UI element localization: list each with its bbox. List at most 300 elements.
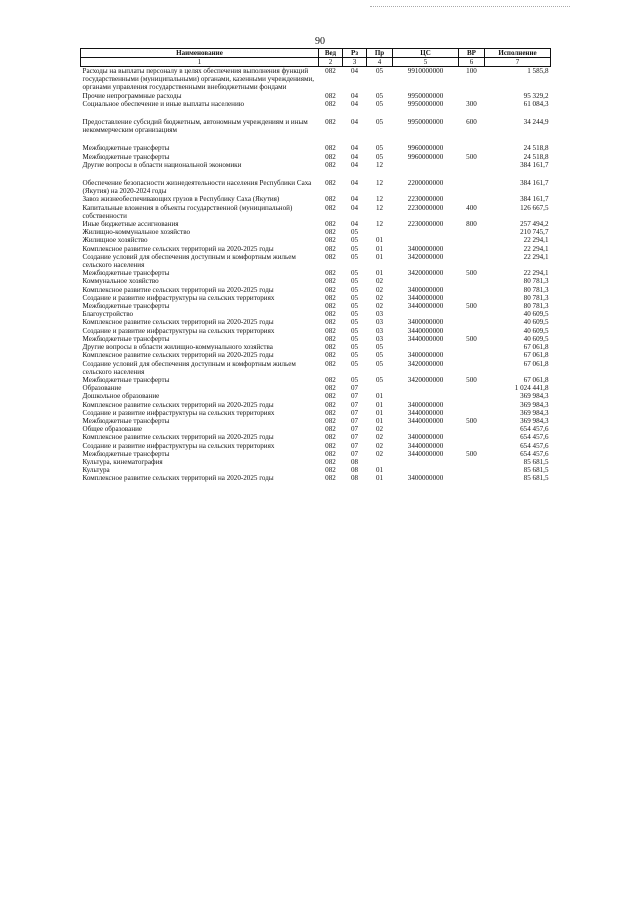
row-ved: 082: [325, 310, 336, 319]
row-vr: 500: [466, 334, 477, 343]
row-name: Жилищно-коммунальное хозяйство: [82, 228, 191, 237]
row-vr: [459, 392, 485, 400]
row-spacer-cell: [81, 108, 551, 118]
row-pr: 02: [375, 277, 384, 286]
header-rz: Рз: [343, 49, 367, 58]
row-name: Создание и развитие инфраструктуры на сельских территориях: [82, 408, 275, 417]
row-vr: [459, 425, 485, 433]
row-value: 210 745,7: [520, 228, 549, 237]
row-name: Другие вопросы в области жилищно-коммунального хозяйства: [82, 343, 273, 352]
table-row: [81, 294, 551, 302]
row-value: 384 161,7: [520, 179, 549, 188]
row-name: Межбюджетные трансферты: [82, 334, 170, 343]
row-ved: 082: [325, 269, 336, 278]
row-rz: 04: [350, 152, 359, 161]
row-ved: 082: [325, 351, 336, 360]
row-name: Создание и развитие инфраструктуры на сельских территориях: [82, 326, 275, 335]
row-cs: 9960000000: [407, 152, 444, 161]
row-cs: 9960000000: [407, 144, 444, 153]
row-pr: 01: [375, 408, 384, 417]
row-cs: 3420000000: [407, 252, 444, 261]
row-name: Межбюджетные трансферты: [82, 269, 170, 278]
row-value: 80 781,3: [523, 277, 549, 286]
row-value: 40 609,5: [523, 318, 549, 327]
header-row-numbers: [81, 58, 551, 67]
row-name: Капитальные вложения в объекты государственной (муниципальной) собственности: [82, 203, 293, 220]
row-cs: 3440000000: [407, 334, 444, 343]
row-ved: 082: [325, 400, 336, 409]
row-name: Комплексное развитие сельских территорий на 2020-2025 годы: [82, 351, 274, 360]
row-rz: 04: [350, 203, 359, 212]
table-row: [81, 442, 551, 450]
row-rz: 05: [350, 351, 359, 360]
row-pr: 12: [375, 160, 384, 169]
table-row: [81, 417, 551, 425]
row-spacer-cell: [81, 169, 551, 179]
row-rz: 05: [350, 334, 359, 343]
row-cs: 3440000000: [407, 293, 444, 302]
row-ved: 082: [325, 152, 336, 161]
table-row: [81, 302, 551, 310]
header-num-2: 2: [319, 58, 343, 67]
row-vr: [459, 458, 485, 466]
row-pr: 03: [375, 326, 384, 335]
header-num-1: 1: [81, 58, 319, 67]
table-row: [81, 92, 551, 100]
row-cs: [393, 458, 459, 466]
row-vr: [459, 466, 485, 474]
row-pr: 05: [375, 359, 384, 368]
table-row: [81, 236, 551, 244]
row-value: 384 161,7: [520, 160, 549, 169]
row-vr: 600: [466, 118, 477, 127]
row-rz: 07: [350, 441, 359, 450]
row-rz: 05: [350, 277, 359, 286]
row-cs: 2230000000: [407, 203, 444, 212]
row-ved: 082: [325, 326, 336, 335]
row-cs: 3400000000: [407, 400, 444, 409]
row-value: 22 294,1: [523, 269, 549, 278]
row-pr: 01: [375, 400, 384, 409]
row-ved: 082: [325, 466, 336, 475]
row-rz: 04: [350, 144, 359, 153]
row-name: Прочие непрограммные расходы: [82, 91, 182, 100]
row-pr: 05: [375, 375, 384, 384]
row-cs: 9950000000: [407, 118, 444, 127]
row-rz: 05: [350, 359, 359, 368]
table-row: [81, 179, 551, 195]
row-cs: [393, 236, 459, 244]
row-rz: 04: [350, 91, 359, 100]
row-value: 85 681,5: [523, 474, 549, 483]
table-row: [81, 100, 551, 108]
row-value: 654 457,6: [520, 449, 549, 458]
row-pr: 05: [375, 152, 384, 161]
header-cs: ЦС: [393, 49, 459, 58]
row-value: 22 294,1: [523, 252, 549, 261]
row-vr: 500: [466, 449, 477, 458]
row-pr: 01: [375, 416, 384, 425]
row-rz: 05: [350, 228, 359, 237]
row-vr: [459, 409, 485, 417]
header-value: Исполнение: [485, 49, 551, 58]
row-value: 80 781,3: [523, 302, 549, 311]
row-value: 95 329,2: [523, 91, 549, 100]
row-value: 384 161,7: [520, 195, 549, 204]
row-name: Создание условий для обеспечения доступным и комфортным жильем сельского населения: [82, 252, 296, 270]
row-vr: 500: [466, 269, 477, 278]
row-value: 67 061,8: [523, 359, 549, 368]
row-rz: 04: [350, 99, 359, 108]
row-pr: 01: [375, 244, 384, 253]
row-ved: 082: [325, 474, 336, 483]
row-name: Общее образование: [82, 425, 143, 434]
row-value: 85 681,5: [523, 466, 549, 475]
row-pr: 02: [375, 302, 384, 311]
row-cs: [393, 392, 459, 400]
row-ved: 082: [325, 392, 336, 401]
table-body: [81, 67, 551, 483]
row-rz: 07: [350, 400, 359, 409]
row-pr: 02: [375, 285, 384, 294]
row-pr: [367, 458, 393, 466]
row-rz: 07: [350, 416, 359, 425]
row-value: 40 609,5: [523, 334, 549, 343]
row-vr: [459, 318, 485, 326]
table-row: [81, 343, 551, 351]
row-ved: 082: [325, 408, 336, 417]
row-vr: 100: [466, 67, 477, 75]
row-rz: 05: [350, 310, 359, 319]
row-ved: 082: [325, 441, 336, 450]
row-name: Культура, кинематография: [82, 457, 163, 466]
table-row: [81, 458, 551, 466]
row-value: 1 585,8: [527, 67, 549, 75]
row-value: 80 781,3: [523, 285, 549, 294]
row-ved: 082: [325, 375, 336, 384]
row-name: Комплексное развитие сельских территорий на 2020-2025 годы: [82, 400, 274, 409]
row-rz: 05: [350, 343, 359, 352]
row-rz: 08: [350, 474, 359, 483]
row-pr: 05: [375, 118, 384, 127]
row-name: Создание условий для обеспечения доступным и комфортным жильем сельского населения: [82, 359, 296, 376]
row-pr: [367, 228, 393, 236]
row-vr: [459, 286, 485, 294]
row-rz: 07: [350, 433, 359, 442]
row-vr: [459, 401, 485, 409]
row-pr: 03: [375, 334, 384, 343]
row-vr: [459, 433, 485, 441]
row-cs: 3400000000: [407, 244, 444, 253]
table-row: [81, 474, 551, 482]
row-cs: 3400000000: [407, 285, 444, 294]
row-rz: 05: [350, 269, 359, 278]
row-value: 24 518,8: [523, 152, 549, 161]
row-rz: 05: [350, 318, 359, 327]
row-value: 67 061,8: [523, 375, 549, 384]
table-row: [81, 161, 551, 169]
row-value: 1 024 441,8: [514, 384, 549, 393]
row-pr: 05: [375, 351, 384, 360]
table-row: [81, 425, 551, 433]
row-vr: 500: [466, 416, 477, 425]
row-rz: 05: [350, 302, 359, 311]
row-ved: 082: [325, 293, 336, 302]
table-row: [81, 220, 551, 228]
row-vr: [459, 327, 485, 335]
row-vr: [459, 310, 485, 318]
row-name: Межбюджетные трансферты: [82, 144, 170, 153]
row-cs: [393, 384, 459, 392]
table-row: [81, 310, 551, 318]
table-row: [81, 318, 551, 326]
row-spacer: [81, 134, 551, 144]
row-rz: 05: [350, 236, 359, 245]
row-value: 654 457,6: [520, 441, 549, 450]
row-name: Комплексное развитие сельских территорий на 2020-2025 годы: [82, 433, 274, 442]
row-ved: 082: [325, 334, 336, 343]
row-value: 24 518,8: [523, 144, 549, 153]
row-pr: 12: [375, 220, 384, 229]
row-ved: 082: [325, 228, 336, 237]
row-cs: 3400000000: [407, 474, 444, 483]
table-row: [81, 351, 551, 359]
row-pr: 12: [375, 179, 384, 188]
row-ved: 082: [325, 449, 336, 458]
row-vr: 300: [466, 99, 477, 108]
row-rz: 05: [350, 252, 359, 261]
row-name: Другие вопросы в области национальной экономики: [82, 160, 242, 169]
row-pr: 02: [375, 433, 384, 442]
row-pr: 12: [375, 203, 384, 212]
row-value: 369 984,3: [520, 408, 549, 417]
table-header: [81, 49, 551, 67]
row-cs: 3420000000: [407, 359, 444, 368]
row-rz: 04: [350, 195, 359, 204]
row-ved: 082: [325, 67, 336, 75]
header-num-7: 7: [485, 58, 551, 67]
header-vr: ВР: [459, 49, 485, 58]
table-row: [81, 286, 551, 294]
row-cs: [393, 161, 459, 169]
row-cs: [393, 425, 459, 433]
header-ved: Вед: [319, 49, 343, 58]
row-ved: 082: [325, 99, 336, 108]
row-name: Образование: [82, 384, 122, 393]
row-cs: 3400000000: [407, 318, 444, 327]
row-ved: 082: [325, 203, 336, 212]
row-cs: [393, 277, 459, 285]
row-cs: 3440000000: [407, 449, 444, 458]
row-pr: [367, 384, 393, 392]
row-ved: 082: [325, 144, 336, 153]
row-vr: [459, 144, 485, 152]
row-ved: 082: [325, 416, 336, 425]
row-vr: 800: [466, 220, 477, 229]
row-ved: 082: [325, 195, 336, 204]
row-ved: 082: [325, 318, 336, 327]
table-row: [81, 450, 551, 458]
row-pr: 03: [375, 310, 384, 319]
row-pr: 01: [375, 392, 384, 401]
row-cs: 3440000000: [407, 302, 444, 311]
row-name: Межбюджетные трансферты: [82, 416, 170, 425]
row-vr: [459, 245, 485, 253]
row-pr: 05: [375, 144, 384, 153]
table-row: [81, 409, 551, 417]
row-value: 257 494,2: [520, 220, 549, 229]
budget-table: [80, 48, 551, 483]
row-ved: 082: [325, 302, 336, 311]
page-number: 90: [315, 36, 325, 47]
row-vr: [459, 442, 485, 450]
row-pr: 02: [375, 449, 384, 458]
row-value: 22 294,1: [523, 244, 549, 253]
row-value: 40 609,5: [523, 326, 549, 335]
row-value: 369 984,3: [520, 392, 549, 401]
row-vr: 500: [466, 302, 477, 311]
row-cs: 3440000000: [407, 408, 444, 417]
row-vr: [459, 253, 485, 269]
row-cs: 9950000000: [407, 99, 444, 108]
row-ved: 082: [325, 359, 336, 368]
row-value: 654 457,6: [520, 433, 549, 442]
table-row: [81, 195, 551, 203]
row-name: Дошкольное образование: [82, 392, 160, 401]
row-name: Благоустройство: [82, 310, 134, 319]
row-rz: 04: [350, 220, 359, 229]
row-name: Межбюджетные трансферты: [82, 302, 170, 311]
row-name: Комплексное развитие сельских территорий на 2020-2025 годы: [82, 474, 274, 483]
row-pr: 01: [375, 474, 384, 483]
row-name: Обеспечение безопасности жизнедеятельности населения Республики Саха (Якутия) на 2020-2024 годы: [82, 179, 312, 196]
row-value: 369 984,3: [520, 416, 549, 425]
row-pr: 02: [375, 293, 384, 302]
table-row: [81, 277, 551, 285]
row-ved: 082: [325, 160, 336, 169]
row-pr: 02: [375, 425, 384, 434]
row-value: 40 609,5: [523, 310, 549, 319]
row-ved: 082: [325, 425, 336, 434]
row-name: Жилищное хозяйство: [82, 236, 148, 245]
row-rz: 04: [350, 67, 359, 75]
table-row: [81, 466, 551, 474]
row-value: 80 781,3: [523, 293, 549, 302]
row-value: 654 457,6: [520, 425, 549, 434]
row-spacer: [81, 169, 551, 179]
row-cs: 9950000000: [407, 91, 444, 100]
table-row: [81, 384, 551, 392]
row-cs: [393, 466, 459, 474]
row-ved: 082: [325, 236, 336, 245]
row-vr: [459, 92, 485, 100]
row-rz: 08: [350, 466, 359, 475]
row-ved: 082: [325, 343, 336, 352]
table-row: [81, 376, 551, 384]
header-num-5: 5: [393, 58, 459, 67]
row-rz: 05: [350, 285, 359, 294]
row-value: 369 984,3: [520, 400, 549, 409]
row-ved: 082: [325, 220, 336, 229]
row-vr: [459, 343, 485, 351]
header-row-names: [81, 49, 551, 58]
table-row: [81, 118, 551, 134]
table-row: [81, 269, 551, 277]
row-pr: 01: [375, 236, 384, 245]
row-cs: 3400000000: [407, 351, 444, 360]
header-num-6: 6: [459, 58, 485, 67]
row-pr: 05: [375, 99, 384, 108]
row-rz: 05: [350, 375, 359, 384]
row-cs: [393, 343, 459, 351]
table-row: [81, 433, 551, 441]
row-value: 126 667,5: [520, 203, 549, 212]
row-ved: 082: [325, 244, 336, 253]
header-pr: Пр: [367, 49, 393, 58]
row-vr: [459, 474, 485, 482]
table-row: [81, 401, 551, 409]
table-row: [81, 245, 551, 253]
row-rz: 04: [350, 160, 359, 169]
row-pr: 01: [375, 269, 384, 278]
table-row: [81, 335, 551, 343]
row-name: Завоз жизнеобеспечивающих грузов в Республику Саха (Якутия): [82, 195, 280, 204]
row-ved: 082: [325, 118, 336, 127]
row-rz: 04: [350, 118, 359, 127]
row-cs: [393, 310, 459, 318]
row-vr: 400: [466, 203, 477, 212]
row-rz: 05: [350, 244, 359, 253]
row-pr: 12: [375, 195, 384, 204]
row-rz: 04: [350, 179, 359, 188]
row-ved: 082: [325, 433, 336, 442]
row-pr: 05: [375, 343, 384, 352]
row-spacer-cell: [81, 134, 551, 144]
table-row: [81, 153, 551, 161]
row-ved: 082: [325, 179, 336, 188]
header-num-3: 3: [343, 58, 367, 67]
row-ved: 082: [325, 285, 336, 294]
row-cs: 3440000000: [407, 326, 444, 335]
row-name: Социальное обеспечение и иные выплаты населению: [82, 99, 245, 108]
row-cs: [393, 228, 459, 236]
row-vr: [459, 360, 485, 376]
row-name: Межбюджетные трансферты: [82, 449, 170, 458]
row-value: 67 061,8: [523, 343, 549, 352]
row-cs: 9910000000: [407, 67, 444, 75]
row-name: Коммунальное хозяйство: [82, 277, 159, 286]
table-row: [81, 228, 551, 236]
row-cs: 3420000000: [407, 269, 444, 278]
row-value: 85 681,5: [523, 457, 549, 466]
row-rz: 05: [350, 326, 359, 335]
row-vr: 500: [466, 152, 477, 161]
row-cs: 2200000000: [407, 179, 444, 188]
row-pr: 01: [375, 466, 384, 475]
row-cs: 3440000000: [407, 416, 444, 425]
row-vr: [459, 351, 485, 359]
row-name: Создание и развитие инфраструктуры на сельских территориях: [82, 441, 275, 450]
row-value: 34 244,9: [523, 118, 549, 127]
row-pr: 03: [375, 318, 384, 327]
row-name: Межбюджетные трансферты: [82, 375, 170, 384]
row-pr: 01: [375, 252, 384, 261]
row-vr: [459, 228, 485, 236]
row-cs: 3440000000: [407, 441, 444, 450]
row-cs: 3420000000: [407, 375, 444, 384]
row-value: 61 084,3: [523, 99, 549, 108]
row-ved: 082: [325, 384, 336, 393]
